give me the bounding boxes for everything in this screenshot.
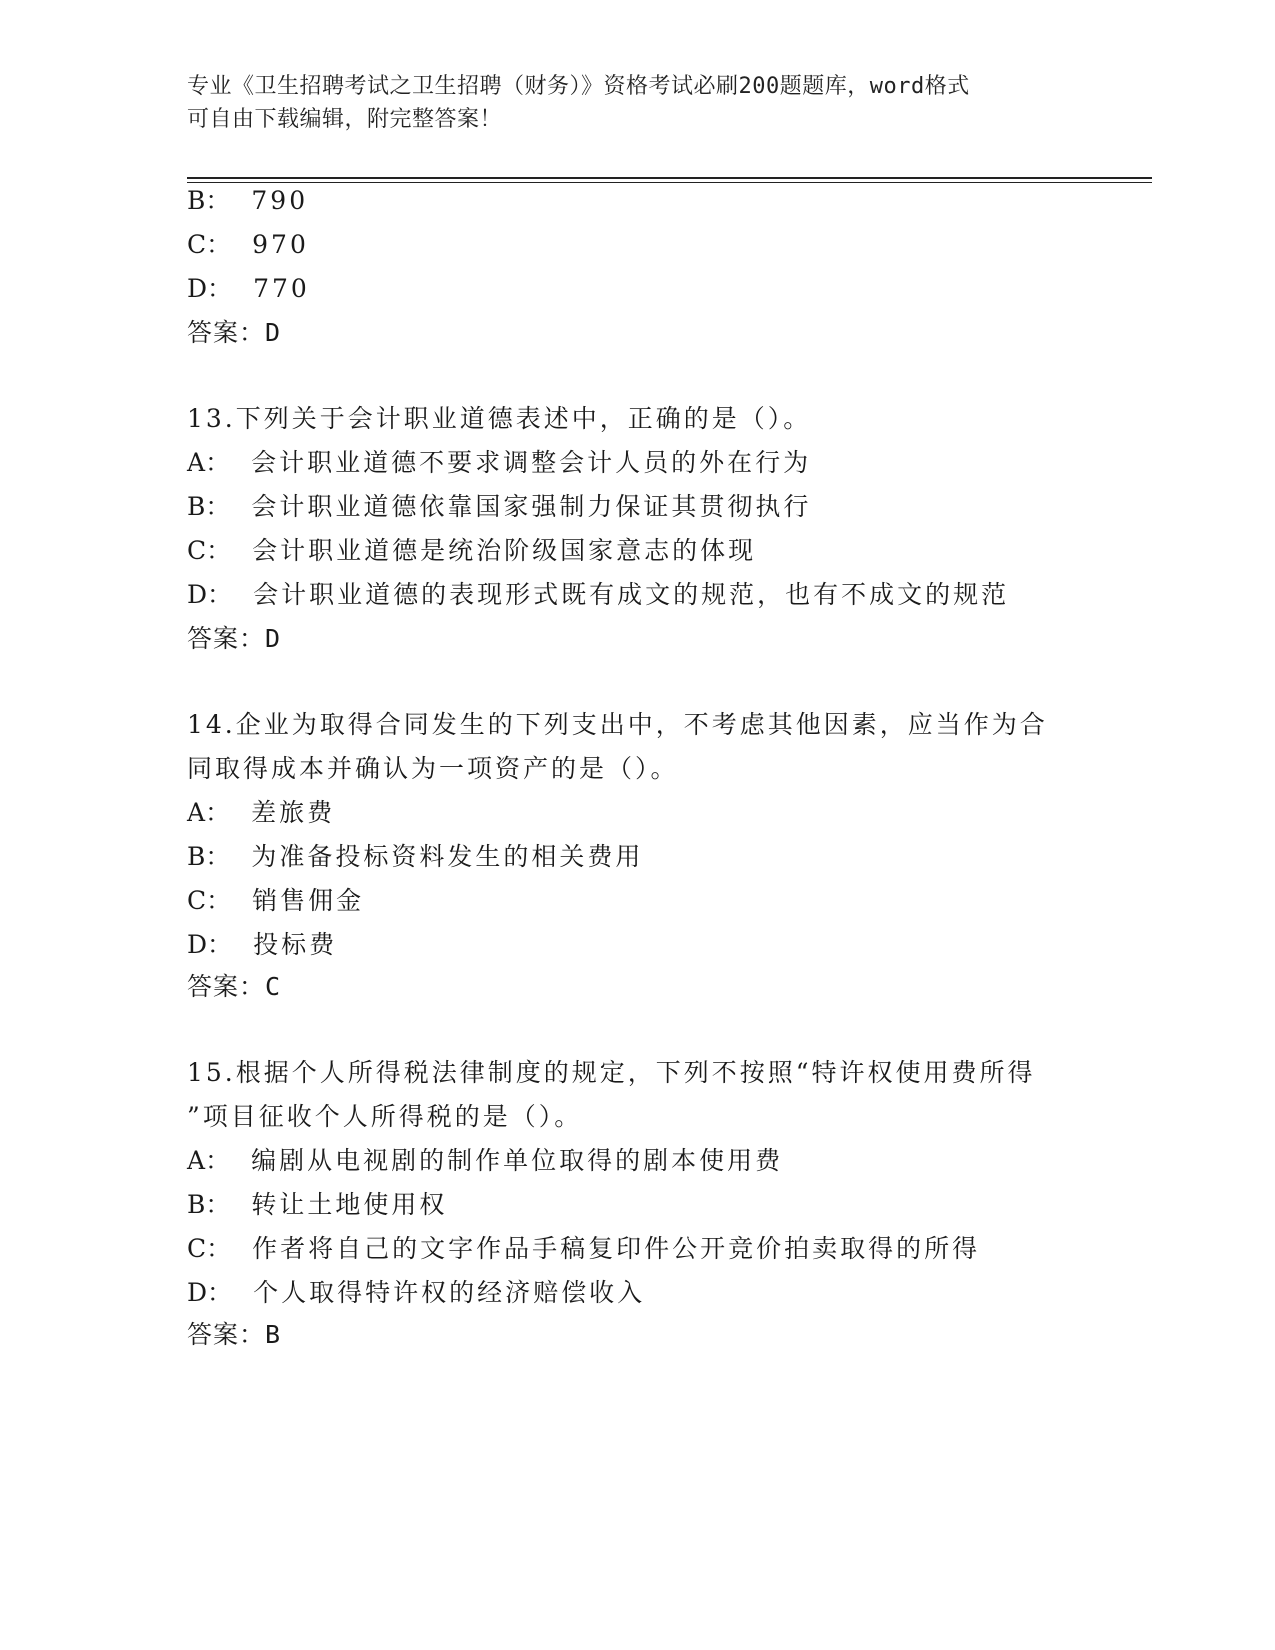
q15-option-a: A： 编剧从电视剧的制作单位取得的剧本使用费 <box>187 1146 784 1175</box>
q15-option-c: C： 作者将自己的文字作品手稿复印件公开竞价拍卖取得的所得 <box>187 1234 981 1263</box>
q15-stem-line-1: 15.根据个人所得税法律制度的规定，下列不按照“特许权使用费所得 <box>187 1058 1036 1087</box>
q14-stem-line-2: 同取得成本并确认为一项资产的是（）。 <box>187 754 679 783</box>
q13-stem: 13.下列关于会计职业道德表述中，正确的是（）。 <box>187 404 812 433</box>
q14-option-d: D： 投标费 <box>187 930 338 959</box>
q13-option-d: D： 会计职业道德的表现形式既有成文的规范，也有不成文的规范 <box>187 580 1010 609</box>
q14-option-a: A： 差旅费 <box>187 798 336 827</box>
header-divider-thin <box>187 182 1152 183</box>
document-header <box>187 70 1067 136</box>
q13-option-b: B： 会计职业道德依靠国家强制力保证其贯彻执行 <box>187 492 812 521</box>
q14-answer: 答案：C <box>187 972 282 1001</box>
prev-option-b: B： 790 <box>187 186 309 215</box>
q14-option-c: C： 销售佣金 <box>187 886 365 915</box>
q15-answer: 答案：B <box>187 1320 282 1349</box>
q13-answer: 答案：D <box>187 624 282 653</box>
prev-option-d: D： 770 <box>187 274 310 303</box>
header-line-2: 可自由下载编辑，附完整答案！ <box>187 107 503 132</box>
q13-option-a: A： 会计职业道德不要求调整会计人员的外在行为 <box>187 448 812 477</box>
prev-answer: 答案：D <box>187 318 282 347</box>
q15-option-d: D： 个人取得特许权的经济赔偿收入 <box>187 1278 646 1307</box>
q13-option-c: C： 会计职业道德是统治阶级国家意志的体现 <box>187 536 757 565</box>
header-divider-thick <box>187 177 1152 179</box>
prev-option-c: C： 970 <box>187 230 309 259</box>
q14-stem-line-1: 14.企业为取得合同发生的下列支出中，不考虑其他因素，应当作为合 <box>187 710 1048 739</box>
header-line-1: 专业《卫生招聘考试之卫生招聘（财务）》资格考试必刷200题题库，word格式 <box>187 74 970 99</box>
q15-stem-line-2: ”项目征收个人所得税的是（）。 <box>187 1102 583 1131</box>
q14-option-b: B： 为准备投标资料发生的相关费用 <box>187 842 644 871</box>
q15-option-b: B： 转让土地使用权 <box>187 1190 448 1219</box>
